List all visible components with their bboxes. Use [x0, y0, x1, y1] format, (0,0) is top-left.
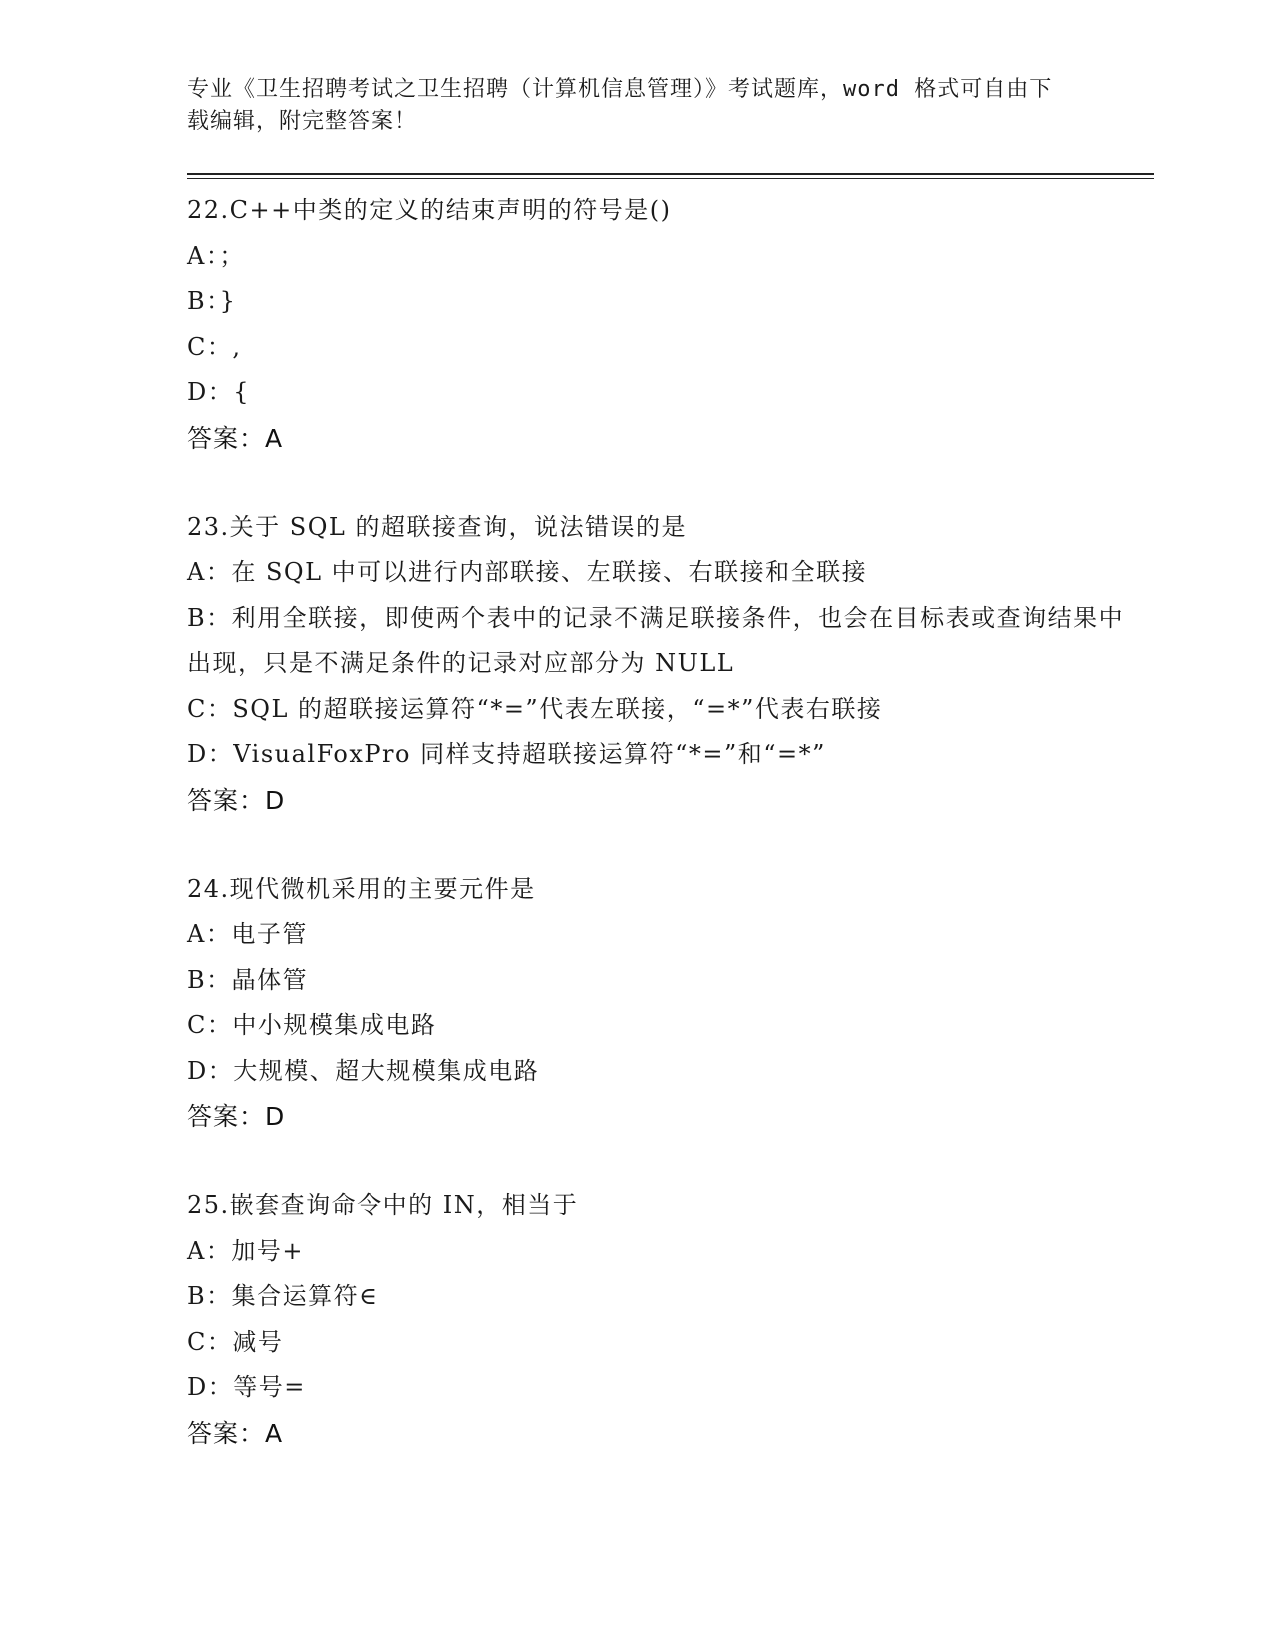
question-25: [187, 1183, 1147, 1457]
option-b: B：}: [187, 287, 237, 315]
option-c: C：,: [187, 332, 242, 361]
option-c: C：中小规模集成电路: [187, 1011, 437, 1039]
question-list: [187, 188, 1147, 1500]
question-23: [187, 505, 1147, 824]
header-divider-top: [187, 173, 1154, 175]
option-c: C：减号: [187, 1327, 284, 1356]
question-stem: 23.关于 SQL 的超联接查询，说法错误的是: [187, 512, 687, 541]
option-b: B：晶体管: [187, 965, 309, 994]
document-header: 专业《卫生招聘考试之卫生招聘（计算机信息管理）》考试题库，word 格式可自由下载编辑，附完整答案！: [187, 77, 1053, 134]
option-b: B：集合运算符∈: [187, 1282, 379, 1310]
option-a: A：在 SQL 中可以进行内部联接、左联接、右联接和全联接: [187, 558, 868, 586]
option-a: A：加号+: [187, 1236, 304, 1265]
answer-line: 答案：A: [187, 1418, 284, 1448]
option-c: C：SQL 的超联接运算符“*=”代表左联接，“=*”代表右联接: [187, 694, 883, 723]
question-stem: 22.C++中类的定义的结束声明的符号是(): [187, 196, 672, 224]
option-d: D：VisualFoxPro 同样支持超联接运算符“*=”和“=*”: [187, 740, 826, 768]
answer-line: 答案：D: [187, 1102, 286, 1131]
question-22: [187, 188, 1147, 462]
option-d: D：大规模、超大规模集成电路: [187, 1056, 540, 1085]
header-divider-bottom: [187, 178, 1154, 179]
option-b: B：利用全联接，即使两个表中的记录不满足联接条件，也会在目标表或查询结果中出现，只是不满足条件的记录对应部分为 NULL: [187, 603, 1125, 677]
question-stem: 25.嵌套查询命令中的 IN，相当于: [187, 1191, 579, 1219]
answer-line: 答案：D: [187, 785, 286, 815]
option-a: A：；: [187, 241, 245, 270]
option-d: D：{: [187, 378, 251, 406]
option-d: D：等号=: [187, 1373, 306, 1401]
question-24: [187, 867, 1147, 1141]
question-stem: 24.现代微机采用的主要元件是: [187, 874, 536, 903]
option-a: A：电子管: [187, 920, 308, 948]
answer-line: 答案：A: [187, 423, 284, 453]
